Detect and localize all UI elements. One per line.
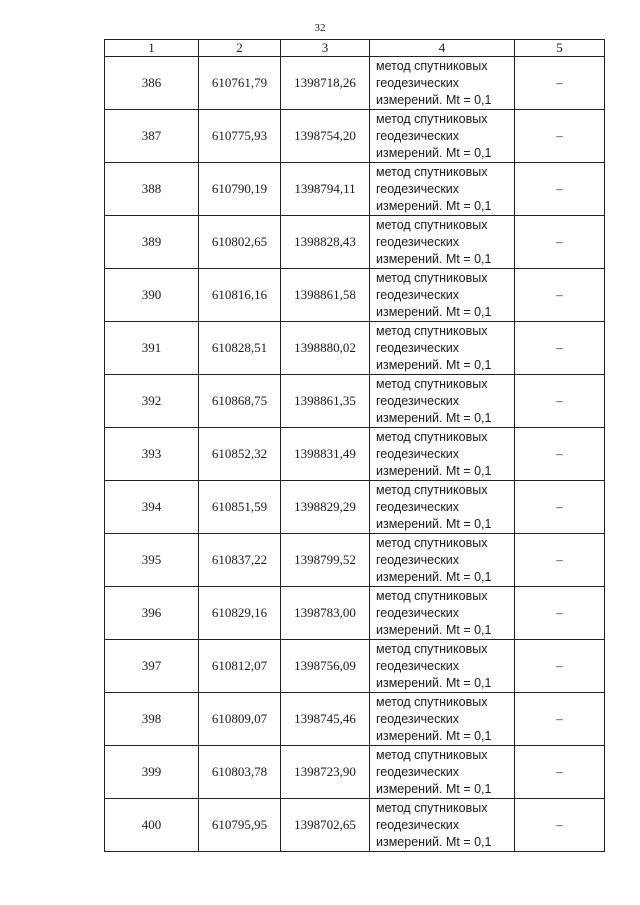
method-line: метод спутниковых [376, 641, 488, 656]
y-coordinate-cell: 1398718,26 [281, 57, 370, 110]
method-cell [370, 428, 515, 481]
method-line: метод спутниковых [376, 217, 488, 232]
table-row [105, 481, 605, 534]
method-line: измерений. Mt = 0,1 [376, 622, 492, 637]
method-line: метод спутниковых [376, 164, 488, 179]
x-coordinate-cell: 610837,22 [199, 534, 281, 587]
method-line: метод спутниковых [376, 588, 488, 603]
method-cell [370, 534, 515, 587]
method-cell [370, 481, 515, 534]
method-line: метод спутниковых [376, 376, 488, 391]
x-coordinate-cell: 610775,93 [199, 110, 281, 163]
method-line: геодезических [376, 764, 460, 779]
method-cell [370, 746, 515, 799]
table-row [105, 269, 605, 322]
method-line: метод спутниковых [376, 58, 488, 73]
table-header [105, 40, 605, 57]
point-number-cell: 392 [105, 375, 199, 428]
table-row [105, 746, 605, 799]
method-line: геодезических [376, 234, 460, 249]
method-line: измерений. Mt = 0,1 [376, 198, 492, 213]
header-col-5: 5 [515, 40, 605, 57]
y-coordinate-cell: 1398754,20 [281, 110, 370, 163]
point-number-cell: 397 [105, 640, 199, 693]
y-coordinate-cell: 1398829,29 [281, 481, 370, 534]
method-line: геодезических [376, 499, 460, 514]
method-line: метод спутниковых [376, 694, 488, 709]
table-row [105, 799, 605, 852]
method-line: измерений. Mt = 0,1 [376, 304, 492, 319]
y-coordinate-cell: 1398745,46 [281, 693, 370, 746]
method-cell [370, 163, 515, 216]
method-line: измерений. Mt = 0,1 [376, 410, 492, 425]
method-line: геодезических [376, 446, 460, 461]
point-number-cell: 396 [105, 587, 199, 640]
coordinates-table [104, 39, 605, 852]
x-coordinate-cell: 610809,07 [199, 693, 281, 746]
table-row [105, 163, 605, 216]
header-col-4: 4 [370, 40, 515, 57]
point-number-cell: 395 [105, 534, 199, 587]
point-number-cell: 394 [105, 481, 199, 534]
y-coordinate-cell: 1398794,11 [281, 163, 370, 216]
y-coordinate-cell: 1398723,90 [281, 746, 370, 799]
point-number-cell: 388 [105, 163, 199, 216]
table-row [105, 640, 605, 693]
table-row [105, 322, 605, 375]
method-line: метод спутниковых [376, 111, 488, 126]
table-row [105, 428, 605, 481]
x-coordinate-cell: 610828,51 [199, 322, 281, 375]
method-line: метод спутниковых [376, 800, 488, 815]
note-cell: – [515, 375, 605, 428]
method-cell [370, 799, 515, 852]
header-row [105, 40, 605, 57]
x-coordinate-cell: 610868,75 [199, 375, 281, 428]
x-coordinate-cell: 610790,19 [199, 163, 281, 216]
y-coordinate-cell: 1398861,58 [281, 269, 370, 322]
x-coordinate-cell: 610803,78 [199, 746, 281, 799]
method-line: геодезических [376, 75, 460, 90]
note-cell: – [515, 481, 605, 534]
method-line: геодезических [376, 711, 460, 726]
x-coordinate-cell: 610816,16 [199, 269, 281, 322]
x-coordinate-cell: 610795,95 [199, 799, 281, 852]
method-line: измерений. Mt = 0,1 [376, 145, 492, 160]
method-cell [370, 322, 515, 375]
method-line: измерений. Mt = 0,1 [376, 463, 492, 478]
point-number-cell: 393 [105, 428, 199, 481]
method-cell [370, 269, 515, 322]
method-line: геодезических [376, 658, 460, 673]
x-coordinate-cell: 610852,32 [199, 428, 281, 481]
note-cell: – [515, 746, 605, 799]
x-coordinate-cell: 610812,07 [199, 640, 281, 693]
note-cell: – [515, 216, 605, 269]
method-line: метод спутниковых [376, 270, 488, 285]
table-row [105, 587, 605, 640]
point-number-cell: 389 [105, 216, 199, 269]
note-cell: – [515, 534, 605, 587]
header-col-1: 1 [105, 40, 199, 57]
point-number-cell: 398 [105, 693, 199, 746]
method-line: метод спутниковых [376, 535, 488, 550]
method-line: метод спутниковых [376, 429, 488, 444]
header-col-3: 3 [281, 40, 370, 57]
method-line: метод спутниковых [376, 482, 488, 497]
x-coordinate-cell: 610851,59 [199, 481, 281, 534]
y-coordinate-cell: 1398861,35 [281, 375, 370, 428]
method-line: геодезических [376, 393, 460, 408]
note-cell: – [515, 57, 605, 110]
point-number-cell: 399 [105, 746, 199, 799]
y-coordinate-cell: 1398756,09 [281, 640, 370, 693]
note-cell: – [515, 799, 605, 852]
table-row [105, 534, 605, 587]
note-cell: – [515, 110, 605, 163]
method-line: измерений. Mt = 0,1 [376, 728, 492, 743]
y-coordinate-cell: 1398880,02 [281, 322, 370, 375]
y-coordinate-cell: 1398702,65 [281, 799, 370, 852]
x-coordinate-cell: 610761,79 [199, 57, 281, 110]
point-number-cell: 386 [105, 57, 199, 110]
method-line: измерений. Mt = 0,1 [376, 251, 492, 266]
y-coordinate-cell: 1398831,49 [281, 428, 370, 481]
point-number-cell: 387 [105, 110, 199, 163]
point-number-cell: 400 [105, 799, 199, 852]
method-line: геодезических [376, 340, 460, 355]
y-coordinate-cell: 1398783,00 [281, 587, 370, 640]
method-line: метод спутниковых [376, 747, 488, 762]
table-row [105, 57, 605, 110]
method-line: измерений. Mt = 0,1 [376, 92, 492, 107]
method-line: измерений. Mt = 0,1 [376, 357, 492, 372]
method-cell [370, 216, 515, 269]
method-line: геодезических [376, 817, 460, 832]
method-line: геодезических [376, 552, 460, 567]
method-line: измерений. Mt = 0,1 [376, 834, 492, 849]
x-coordinate-cell: 610829,16 [199, 587, 281, 640]
y-coordinate-cell: 1398828,43 [281, 216, 370, 269]
method-line: геодезических [376, 128, 460, 143]
method-line: геодезических [376, 181, 460, 196]
method-line: измерений. Mt = 0,1 [376, 675, 492, 690]
note-cell: – [515, 428, 605, 481]
method-line: измерений. Mt = 0,1 [376, 569, 492, 584]
page-number: 32 [314, 22, 326, 34]
note-cell: – [515, 640, 605, 693]
note-cell: – [515, 269, 605, 322]
point-number-cell: 390 [105, 269, 199, 322]
table-body [105, 57, 605, 852]
method-line: измерений. Mt = 0,1 [376, 516, 492, 531]
note-cell: – [515, 163, 605, 216]
method-line: геодезических [376, 605, 460, 620]
note-cell: – [515, 693, 605, 746]
note-cell: – [515, 322, 605, 375]
note-cell: – [515, 587, 605, 640]
method-line: метод спутниковых [376, 323, 488, 338]
method-cell [370, 110, 515, 163]
method-cell [370, 57, 515, 110]
table-row [105, 375, 605, 428]
point-number-cell: 391 [105, 322, 199, 375]
method-line: геодезических [376, 287, 460, 302]
table-row [105, 693, 605, 746]
method-cell [370, 640, 515, 693]
table-row [105, 216, 605, 269]
method-line: измерений. Mt = 0,1 [376, 781, 492, 796]
method-cell [370, 693, 515, 746]
method-cell [370, 375, 515, 428]
header-col-2: 2 [199, 40, 281, 57]
x-coordinate-cell: 610802,65 [199, 216, 281, 269]
method-cell [370, 587, 515, 640]
y-coordinate-cell: 1398799,52 [281, 534, 370, 587]
table-row [105, 110, 605, 163]
